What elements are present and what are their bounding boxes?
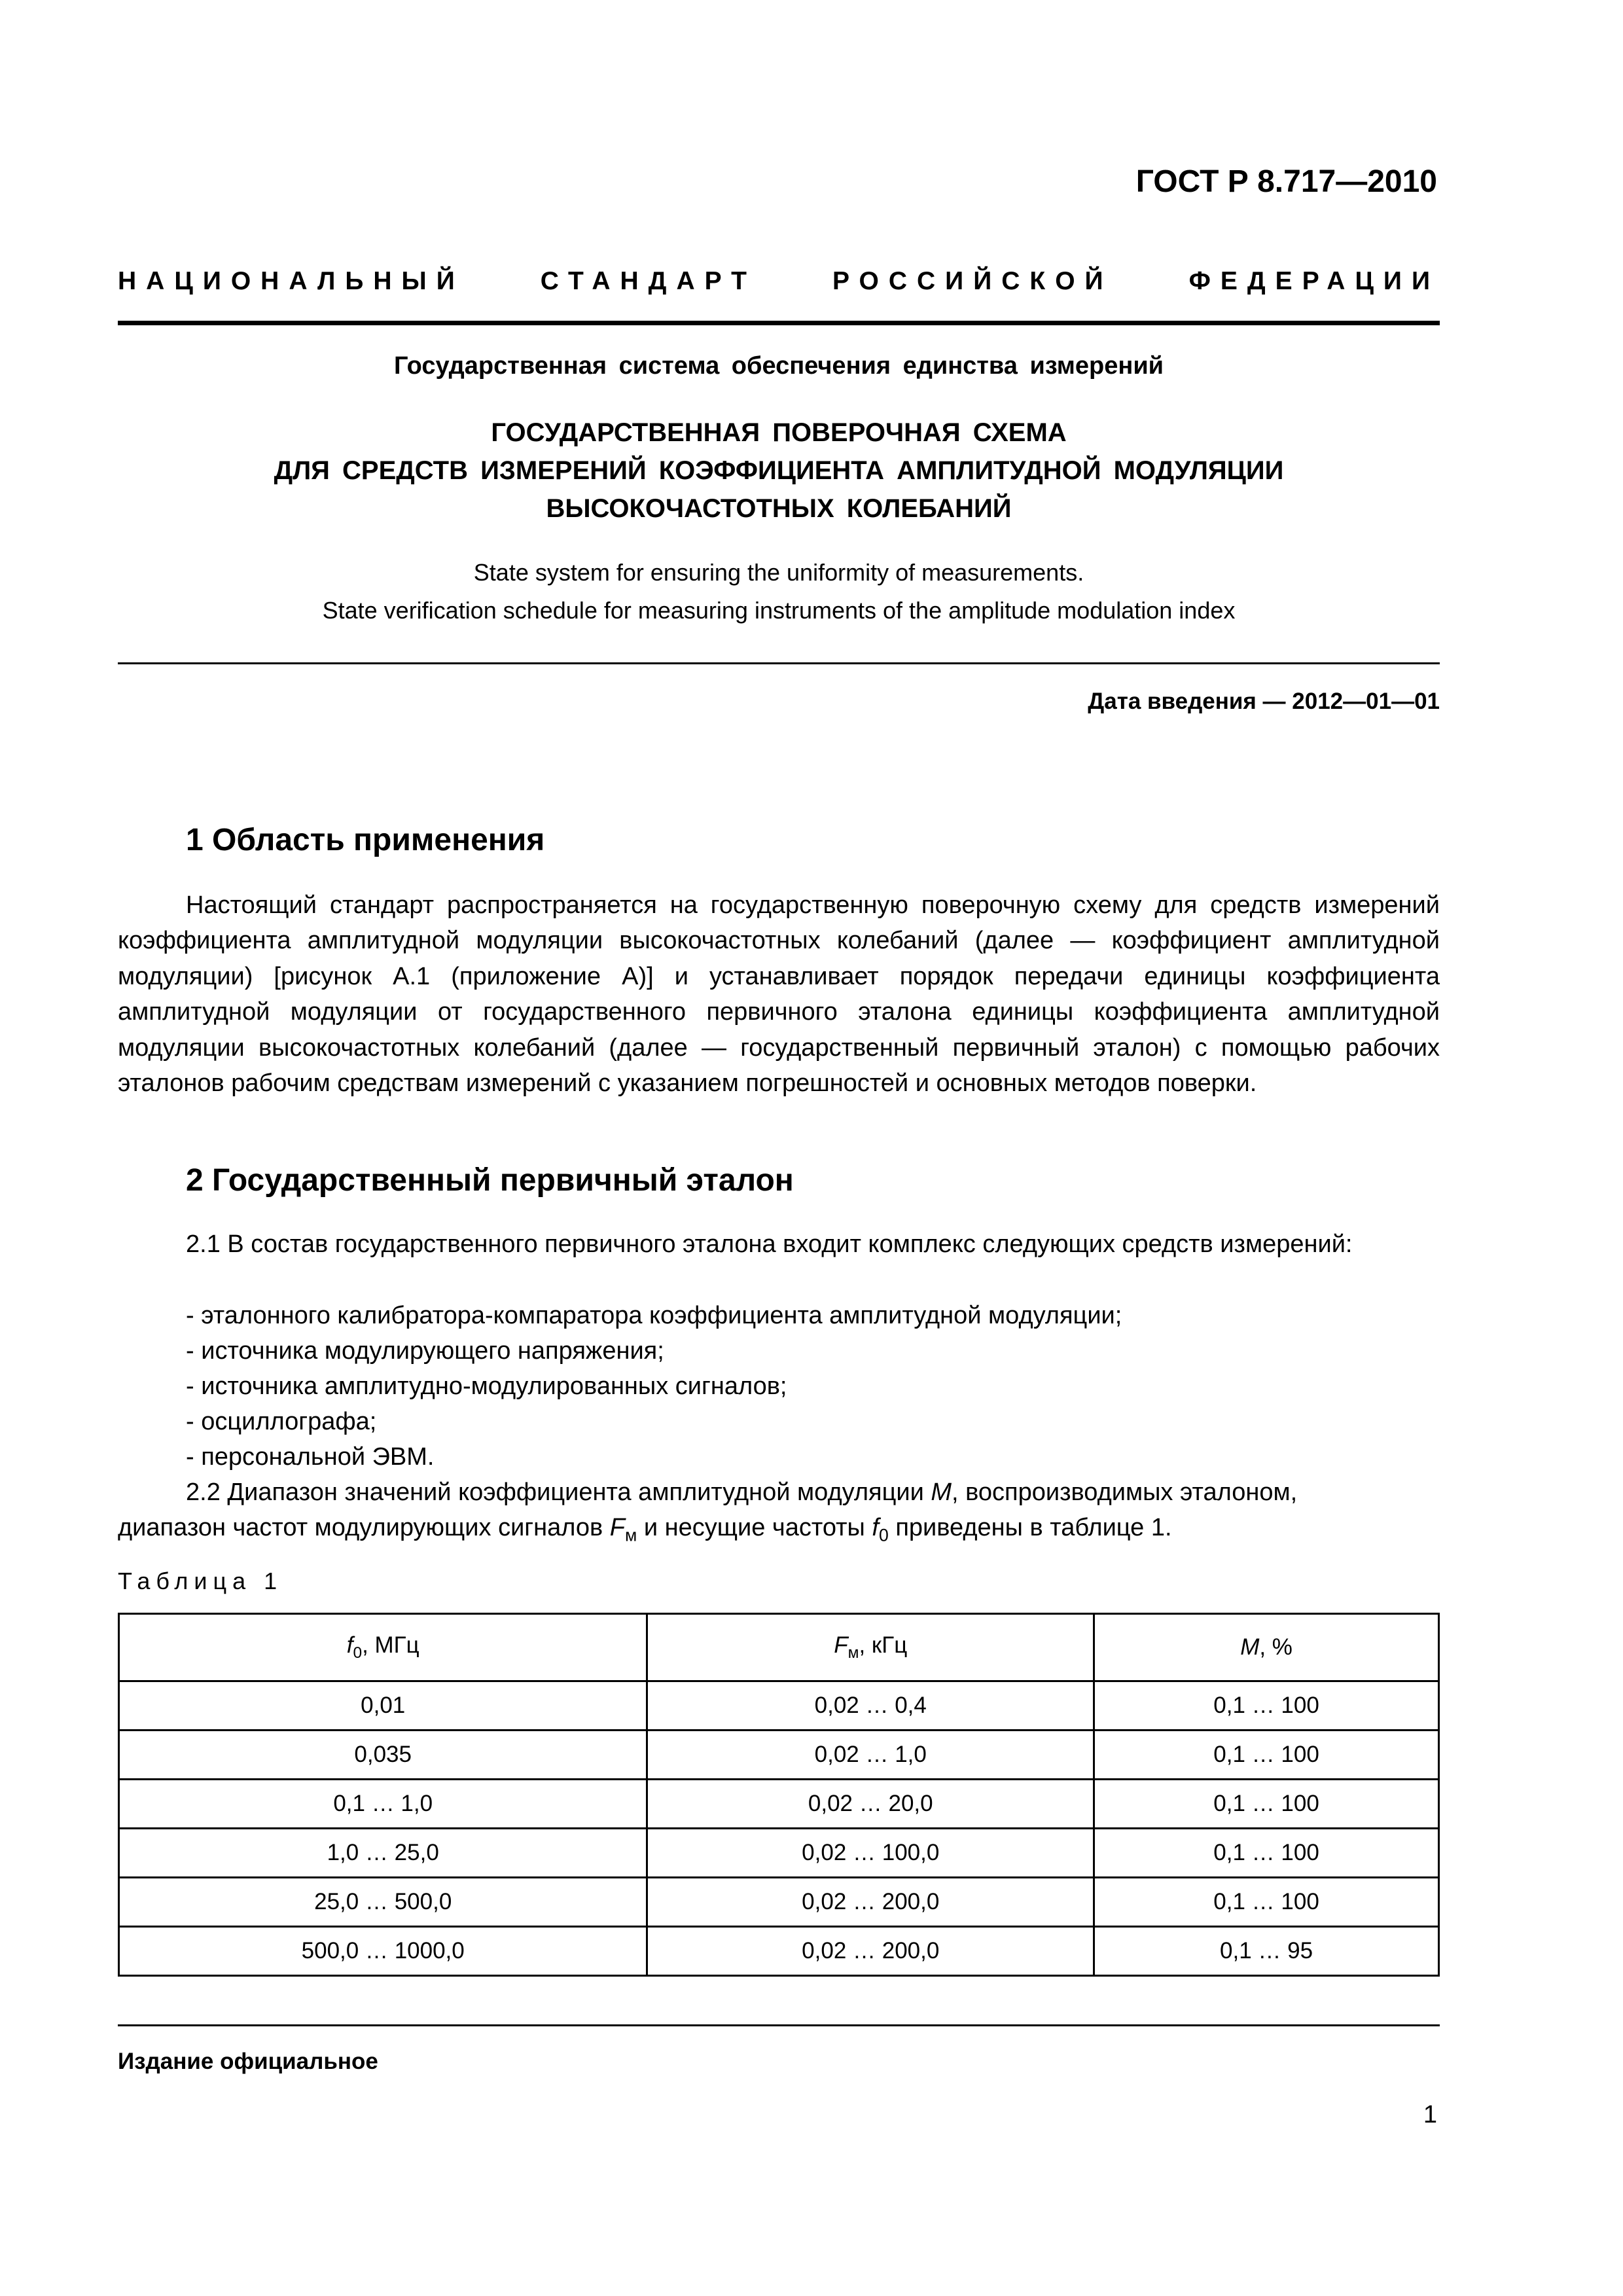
table-1 [118, 1613, 1440, 1977]
official-edition-note: Издание официальное [118, 2049, 378, 2074]
column-header [119, 1614, 647, 1681]
list-item: - осциллографа; [186, 1408, 377, 1435]
table-row [119, 1829, 1439, 1878]
table-cell: 25,0 … 500,0 [119, 1878, 647, 1927]
banner-word: СТАНДАРТ [540, 267, 757, 295]
banner-word: РОССИЙСКОЙ [832, 267, 1113, 295]
title-rule [118, 662, 1440, 664]
table-header-row [119, 1614, 1439, 1681]
introduction-date: Дата введения — 2012—01—01 [1088, 689, 1440, 714]
table-cell: 0,1 … 100 [1094, 1878, 1439, 1927]
section-1-text: Настоящий стандарт распространяется на государственную поверочную схему для средств измерений коэффициента амплитудной модуляции высокочастотных колебаний (далее — коэффициент амплитудной модуляции) [рисунок А.1 (приложение А)] и устанавливает порядок передачи единицы коэффициента амплитудной модуляции от государственного первичного эталона единицы коэффициента амплитудной модуляции высокочастотных колебаний (далее — государственный первичный эталон) с помощью рабочих эталонов рабочим средствам измерений с указанием погрешностей и основных методов поверки. [118, 891, 1440, 1098]
variable-f-0: f [872, 1514, 879, 1541]
section-2-heading: 2 Государственный первичный эталон [186, 1163, 794, 1198]
table-cell: 0,02 … 0,4 [647, 1681, 1094, 1731]
banner-word: ФЕДЕРАЦИИ [1188, 267, 1440, 295]
text-run: приведены в таблице 1. [888, 1514, 1172, 1541]
table-cell: 0,02 … 200,0 [647, 1927, 1094, 1976]
table-cell: 0,1 … 100 [1094, 1731, 1439, 1780]
national-standard-banner [118, 267, 1440, 296]
table-cell: 0,1 … 100 [1094, 1681, 1439, 1731]
header-sub: 0 [353, 1644, 363, 1662]
table-cell: 0,1 … 95 [1094, 1927, 1439, 1976]
subscript: м [624, 1525, 637, 1545]
list-item: - источника амплитудно-модулированных сигналов; [186, 1372, 787, 1400]
text-run: , воспроизводимых эталоном, [952, 1479, 1298, 1506]
main-title [118, 414, 1440, 528]
table-cell: 0,1 … 1,0 [119, 1780, 647, 1829]
header-var: M [1240, 1634, 1260, 1660]
table-cell: 0,035 [119, 1731, 647, 1780]
table-row [119, 1927, 1439, 1976]
section-1-heading: 1 Область применения [186, 823, 545, 857]
header-unit: , % [1259, 1634, 1293, 1660]
header-unit: , кГц [859, 1632, 908, 1658]
list-item: - персональной ЭВМ. [186, 1443, 435, 1471]
english-title-line: State system for ensuring the uniformity of measurements. [473, 559, 1084, 586]
table-cell: 0,1 … 100 [1094, 1829, 1439, 1878]
text-run: 2.2 Диапазон значений коэффициента амплитудной модуляции [186, 1479, 931, 1506]
system-title: Государственная система обеспечения единства измерений [393, 352, 1164, 380]
table-cell: 0,02 … 100,0 [647, 1829, 1094, 1878]
main-title-line: ВЫСОКОЧАСТОТНЫХ КОЛЕБАНИЙ [546, 494, 1012, 523]
english-title-line: State verification schedule for measuring instruments of the amplitude modulation index [322, 597, 1236, 624]
text-run: диапазон частот модулирующих сигналов [118, 1514, 610, 1541]
column-header [647, 1614, 1094, 1681]
header-var: f [346, 1632, 353, 1658]
main-title-line: ГОСУДАРСТВЕННАЯ ПОВЕРОЧНАЯ СХЕМА [491, 418, 1067, 447]
footer-rule [118, 2024, 1440, 2026]
document-number: ГОСТ Р 8.717—2010 [1135, 164, 1437, 199]
variable-f-m: F [609, 1514, 625, 1541]
table-row [119, 1681, 1439, 1731]
table-row [119, 1878, 1439, 1927]
paragraph-2-2-line-2 [118, 1510, 1172, 1553]
column-header [1094, 1614, 1439, 1681]
header-rule [118, 321, 1440, 325]
subscript: 0 [878, 1525, 889, 1545]
table-cell: 0,02 … 20,0 [647, 1780, 1094, 1829]
table-cell: 0,02 … 1,0 [647, 1731, 1094, 1780]
page-number: 1 [1423, 2101, 1437, 2128]
list-item: - эталонного калибратора-компаратора коэффициента амплитудной модуляции; [186, 1302, 1122, 1329]
table-label: Таблица 1 [118, 1568, 283, 1594]
table-cell: 500,0 … 1000,0 [119, 1927, 647, 1976]
banner-word: НАЦИОНАЛЬНЫЙ [118, 267, 465, 295]
table-cell: 0,01 [119, 1681, 647, 1731]
paragraph-2-2-line-1 [186, 1475, 1440, 1510]
table-row [119, 1780, 1439, 1829]
text-run: и несущие частоты [637, 1514, 872, 1541]
list-item: - источника модулирующего напряжения; [186, 1337, 664, 1365]
table-cell: 0,02 … 200,0 [647, 1878, 1094, 1927]
main-title-line: ДЛЯ СРЕДСТВ ИЗМЕРЕНИЙ КОЭФФИЦИЕНТА АМПЛИТУДНОЙ МОДУЛЯЦИИ [274, 456, 1284, 485]
table-row [119, 1731, 1439, 1780]
header-var: F [834, 1632, 848, 1658]
variable-m: M [931, 1479, 952, 1506]
table-cell: 0,1 … 100 [1094, 1780, 1439, 1829]
header-sub: м [847, 1644, 859, 1662]
table-cell: 1,0 … 25,0 [119, 1829, 647, 1878]
paragraph-2-1: 2.1 В состав государственного первичного эталона входит комплекс следующих средств измерений: [186, 1230, 1353, 1258]
header-unit: , МГц [362, 1632, 419, 1658]
english-title [118, 554, 1440, 630]
